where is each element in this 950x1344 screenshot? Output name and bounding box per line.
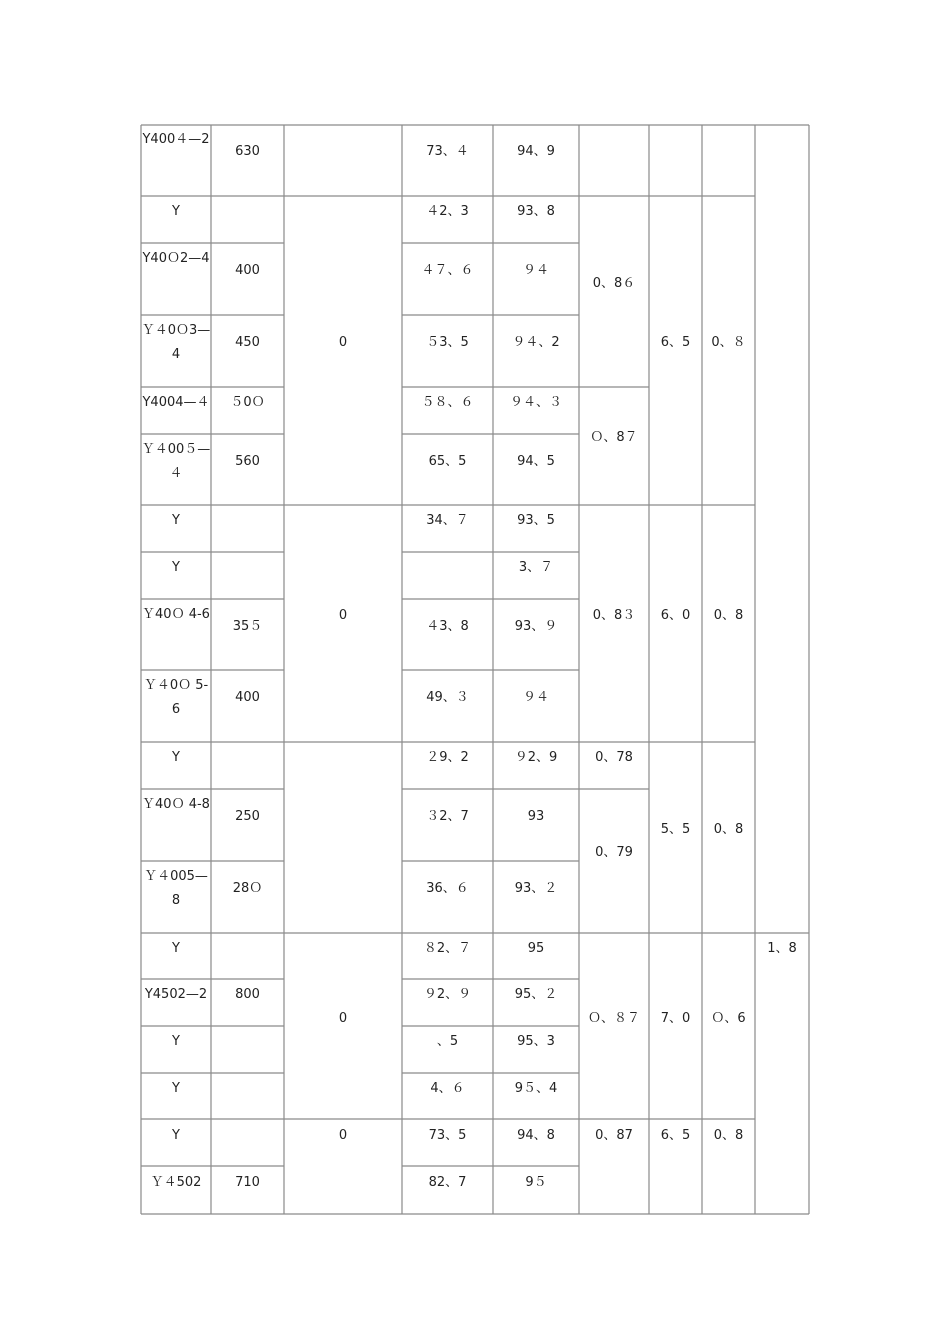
cell-ratio: 5、5: [660, 822, 691, 837]
cell-current: 82、7: [428, 1175, 467, 1190]
cell-model: Ｙ４005—8: [144, 869, 208, 908]
cell-torque: 0、８: [711, 335, 746, 350]
cell-efficiency: 95: [527, 941, 545, 956]
cell-current: ３2、7: [426, 809, 469, 824]
cell-efficiency: 3、７: [518, 560, 554, 575]
cell-current: 34、７: [426, 513, 469, 528]
cell-power-factor: Ｏ、８７: [587, 1011, 640, 1026]
cell-power: 250: [235, 809, 260, 824]
cell-efficiency: 93、２: [514, 881, 558, 896]
cell-power-factor: 0、8３: [592, 608, 636, 623]
cell-efficiency: 93、5: [517, 513, 555, 528]
cell-efficiency: 93: [527, 809, 545, 824]
cell-power: 400: [235, 690, 260, 705]
cell-efficiency: ９４: [522, 690, 549, 705]
cell-efficiency: 93、９: [514, 619, 558, 634]
cell-model: Y: [172, 560, 180, 575]
cell-col3-merged: 0: [338, 608, 348, 623]
cell-model: Y: [172, 750, 180, 765]
cell-efficiency: ９４: [522, 263, 549, 278]
cell-model: Y: [172, 941, 180, 956]
cell-model: Y400４—2: [142, 132, 210, 147]
cell-col3-merged: 0: [338, 335, 348, 350]
cell-power: 630: [235, 144, 260, 159]
cell-current: ８2、７: [423, 941, 472, 956]
cell-power-factor: 0、87: [595, 1128, 633, 1143]
cell-model: Y: [172, 1081, 180, 1096]
cell-current: ４3、8: [426, 619, 469, 634]
cell-power-factor: 0、79: [595, 845, 633, 860]
cell-power: 800: [235, 987, 260, 1002]
cell-model: Ｙ４00５—４: [141, 442, 211, 481]
cell-model: Y: [172, 204, 180, 219]
cell-power-factor: 0、78: [595, 750, 633, 765]
cell-torque: 0、8: [713, 608, 744, 623]
cell-ratio: 6、0: [660, 608, 691, 623]
cell-last-column: 1、8: [767, 941, 797, 956]
cell-power-factor: Ｏ、8７: [590, 430, 638, 445]
cell-model: Ｙ４0Ｏ 5-6: [143, 678, 209, 717]
cell-ratio: 6、5: [660, 1128, 691, 1143]
cell-current: ９2、９: [423, 987, 472, 1002]
cell-power: 28Ｏ: [232, 881, 263, 896]
cell-current: 73、４: [426, 144, 469, 159]
cell-efficiency: 9５: [525, 1175, 547, 1190]
cell-efficiency: 9５、4: [514, 1081, 558, 1096]
cell-current: 73、5: [428, 1128, 467, 1143]
cell-model: Ｙ４0Ｏ3—4: [141, 323, 211, 362]
cell-efficiency: 95、２: [514, 987, 558, 1002]
cell-current: 、5: [436, 1034, 459, 1049]
cell-model: Y4502—2: [144, 987, 208, 1002]
cell-current: ５3、5: [426, 335, 469, 350]
cell-ratio: 7、0: [660, 1011, 691, 1026]
cell-current: ５８、６: [421, 395, 474, 410]
cell-model: Ｙ40Ｏ 4-8: [142, 797, 210, 812]
cell-current: ４７、６: [421, 263, 474, 278]
cell-model: Y: [172, 1034, 180, 1049]
cell-efficiency: ９４、３: [509, 395, 562, 410]
cell-efficiency: 95、3: [517, 1034, 555, 1049]
cell-efficiency: 93、8: [517, 204, 555, 219]
cell-torque: 0、8: [713, 822, 744, 837]
cell-col3-merged: 0: [338, 1011, 348, 1026]
cell-current: 4、６: [430, 1081, 465, 1096]
cell-model: Ｙ40Ｏ 4-6: [142, 607, 210, 622]
cell-current: 49、３: [426, 690, 469, 705]
cell-power: 710: [235, 1175, 260, 1190]
cell-model: Ｙ４502: [150, 1175, 202, 1190]
cell-efficiency: 94、5: [517, 454, 555, 469]
cell-current: ２9、2: [426, 750, 469, 765]
cell-efficiency: 94、9: [517, 144, 555, 159]
cell-torque: 0、8: [713, 1128, 744, 1143]
cell-model: Y40Ｏ2—4: [142, 251, 210, 266]
cell-ratio: 6、5: [660, 335, 691, 350]
cell-efficiency: 94、8: [517, 1128, 555, 1143]
cell-current: 65、5: [428, 454, 467, 469]
cell-current: 36、６: [426, 881, 469, 896]
cell-col3: 0: [338, 1128, 348, 1143]
cell-current: ４2、3: [426, 204, 469, 219]
cell-power-factor: 0、8６: [592, 276, 636, 291]
cell-model: Y4004—４: [142, 395, 210, 410]
cell-power: 450: [235, 335, 260, 350]
cell-power: ５0Ｏ: [230, 395, 265, 410]
cell-power: 560: [235, 454, 260, 469]
cell-power: 35５: [232, 619, 263, 634]
cell-power: 400: [235, 263, 260, 278]
cell-efficiency: ９2、9: [514, 750, 558, 765]
cell-efficiency: ９４、2: [512, 335, 560, 350]
cell-torque: Ｏ、6: [711, 1011, 746, 1026]
cell-model: Y: [172, 1128, 180, 1143]
cell-model: Y: [172, 513, 180, 528]
